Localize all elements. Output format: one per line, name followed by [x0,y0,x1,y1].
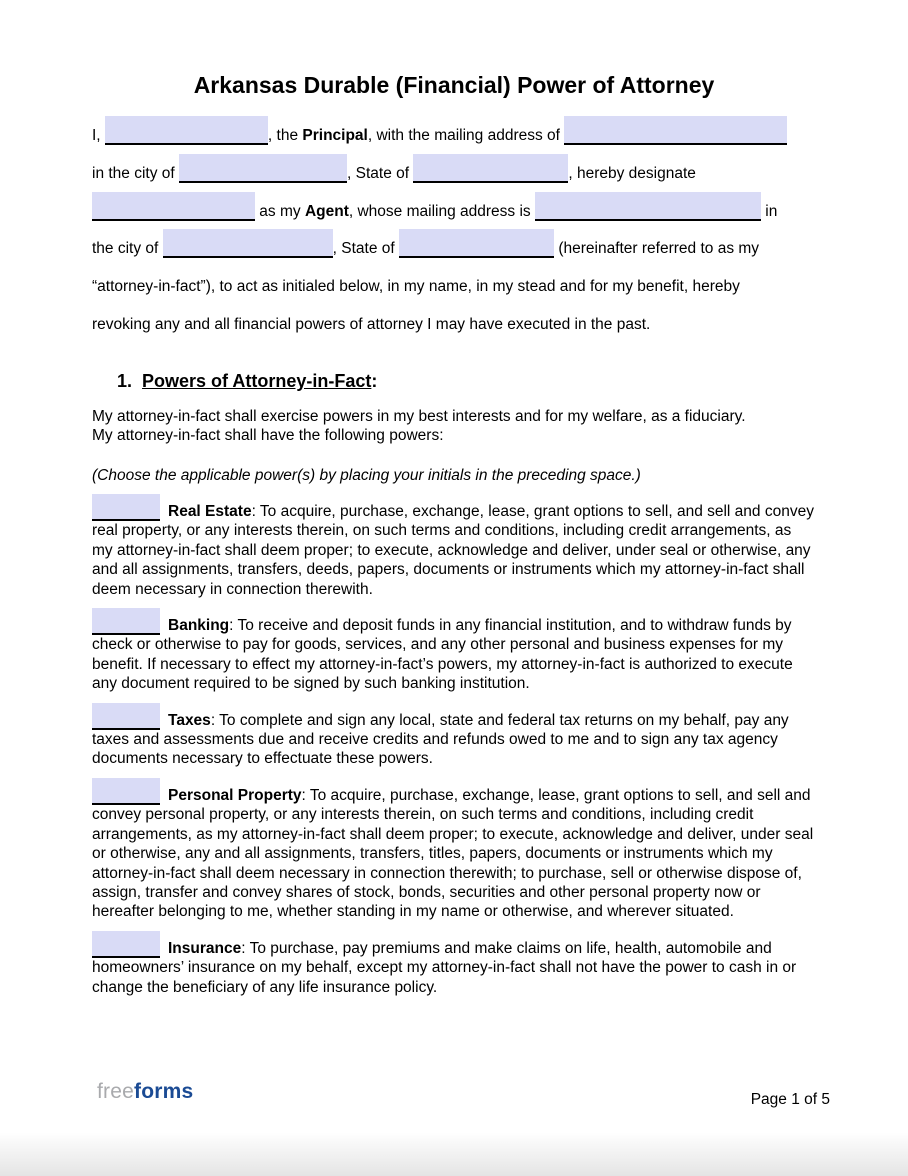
lead-line-1: My attorney-in-fact shall exercise powers in my best interests and for my welfare, as a fiduciary. [92,407,746,425]
power-name: Insurance [168,939,242,957]
intro-line-4 [92,230,816,268]
logo-free-text: free [97,1080,134,1103]
power-paragraph-real-estate [92,502,816,599]
power-text: To acquire, purchase, exchange, lease, grant options to sell, and sell and convey personal property, or any interests therein, on such terms and conditions, including credit arrangements, as my attorney-in-fact shall deem proper; to execute, acknowledge and deliver, under seal or otherwise, any and all assignments, transfers, titles, papers, documents or instruments which my attorney-in-fact shall deem necessary in connection therewith; to purchase, sell or otherwise dispose of, assign, transfer and convey shares of stock, bonds, securities and other personal property now or hereafter belonging to me, whether standing in my name or otherwise, and wherever situated. [92,786,814,921]
power-name: Personal Property [168,786,302,804]
intro-text: as my [255,202,305,220]
section-number: 1. [117,370,133,391]
initials-field-real-estate[interactable] [92,494,160,521]
intro-text: , hereby designate [568,164,696,182]
intro-text: in [760,202,778,220]
intro-line-6: revoking any and all financial powers of attorney I may have executed in the past. [92,315,651,333]
power-name-suffix: : [251,503,260,520]
intro-line-2 [92,155,816,193]
principal-city-field[interactable] [179,154,347,183]
power-text: To receive and deposit funds in any financial institution, and to withdraw funds by check or otherwise to pay for goods, services, and any other personal and business expenses for my benefit. If necessary to effect my attorney-in-fact’s powers, my attorney-in-fact is authorized to execute any document required to be signed by such banking institution. [92,617,793,693]
power-name-suffix: : [210,711,220,729]
power-name-suffix: : [241,939,250,957]
intro-text: , State of [347,164,414,182]
intro-paragraph [92,117,816,344]
agent-name-field[interactable] [92,192,255,221]
section-heading-text: Powers of Attorney-in-Fact [142,370,372,391]
page-bottom-edge-shadow [0,1132,908,1176]
section-1-heading [117,369,816,393]
initials-field-taxes[interactable] [92,703,160,730]
intro-text: , the [267,127,303,144]
intro-text: I, [92,127,105,144]
intro-line-1 [92,117,816,155]
agent-state-field[interactable] [399,229,554,258]
initials-field-banking[interactable] [92,608,160,635]
power-paragraph-taxes [92,711,816,769]
power-text: To acquire, purchase, exchange, lease, grant options to sell, and sell and convey real property, or any interests therein, on such terms and conditions, including credit arrangements, as my attorney-in-fact shall deem proper; to execute, acknowledge and deliver, under seal or otherwise, any and all assignments, transfers, deeds, papers, documents or instruments which my attorney-in-fact shall deem necessary in connection therewith. [92,503,814,598]
power-name: Banking [168,617,230,635]
section-1-lead [92,407,816,446]
agent-label: Agent [304,202,349,220]
principal-name-field[interactable] [105,116,268,145]
power-name: Taxes [168,711,211,729]
intro-line-5: “attorney-in-fact”), to act as initialed below, in my name, in my stead and for my benefit, hereby [92,278,740,296]
intro-text: (hereinafter referred to as my [554,240,760,258]
intro-text: , State of [332,240,400,258]
power-name-suffix: : [301,786,310,804]
power-paragraph-insurance [92,939,816,997]
section-heading-colon: : [371,370,378,391]
page-number: Page 1 of 5 [750,1091,830,1108]
initials-instruction: (Choose the applicable power(s) by placing your initials in the preceding space.) [92,466,641,484]
agent-city-field[interactable] [163,229,333,258]
principal-address-field[interactable] [564,116,787,145]
intro-text: , with the mailing address of [367,127,565,144]
power-name: Real Estate [168,503,252,520]
principal-label: Principal [302,127,368,144]
power-text: To purchase, pay premiums and make claims on life, health, automobile and homeowners’ insurance on my behalf, except my attorney-in-fact shall not have the power to cash in or change the beneficiary of any life insurance policy. [92,939,797,996]
initials-field-insurance[interactable] [92,931,160,958]
principal-state-field[interactable] [413,154,568,183]
logo-forms-text: forms [134,1080,194,1103]
power-paragraph-banking [92,616,816,694]
initials-field-personal-property[interactable] [92,778,160,805]
intro-text: , whose mailing address is [348,202,535,220]
lead-line-2: My attorney-in-fact shall have the following powers: [92,427,444,445]
intro-line-3 [92,193,816,231]
intro-text: the city of [92,240,163,258]
freeforms-logo [97,1080,193,1104]
page-title: Arkansas Durable (Financial) Power of Attorney [193,72,715,98]
agent-address-field[interactable] [535,192,761,221]
power-paragraph-personal-property [92,786,816,922]
intro-text: in the city of [92,164,180,182]
power-text: To complete and sign any local, state and federal tax returns on my behalf, pay any taxes and assessments due and receive credits and refunds owed to me and to sign any tax agency documents necessary to effectuate these powers. [92,711,789,768]
document-content [92,72,816,997]
power-name-suffix: : [229,617,238,635]
